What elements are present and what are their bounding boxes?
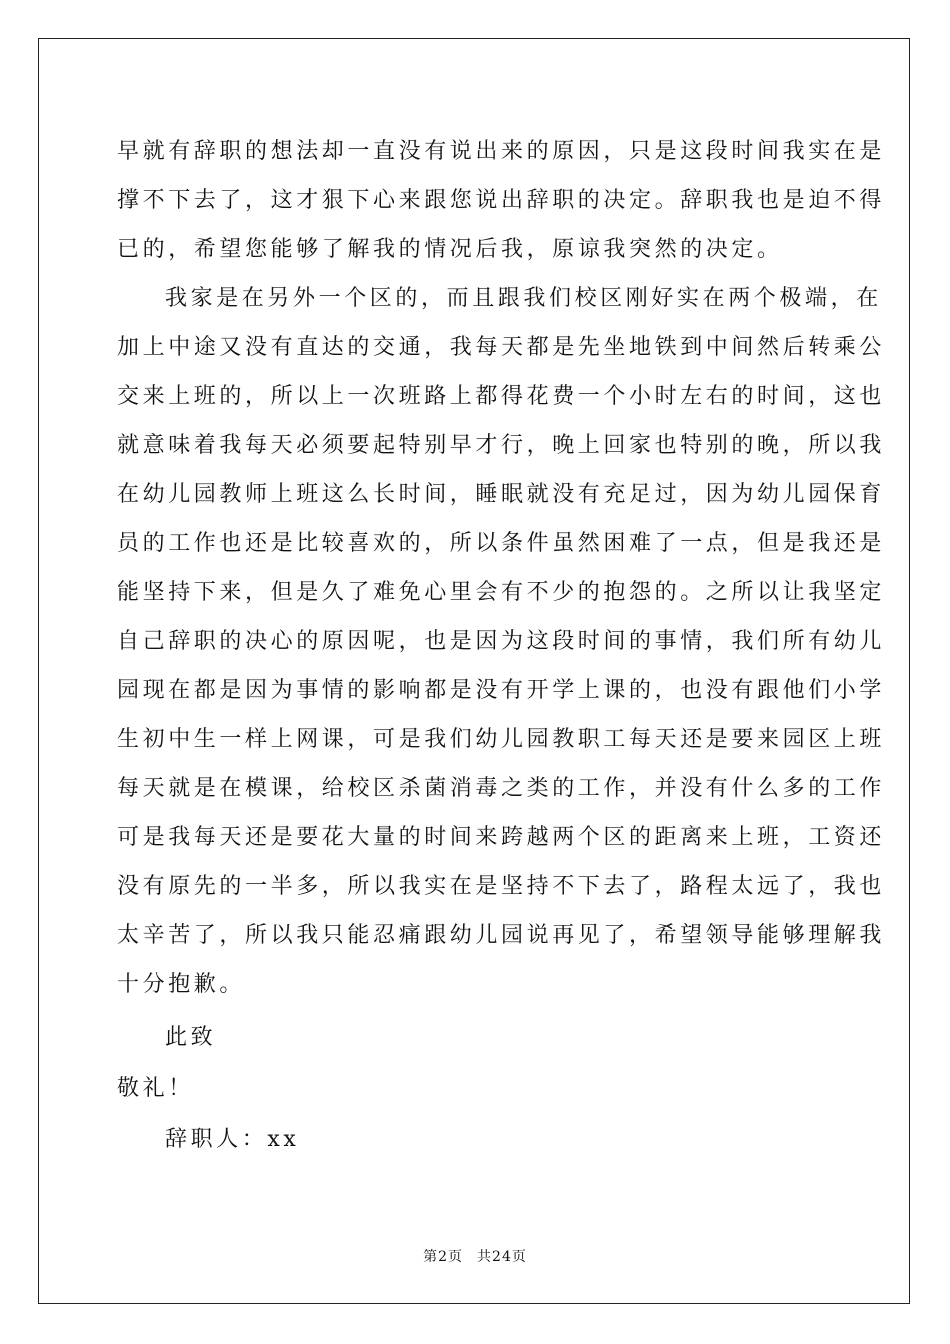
- letter-body: [117, 127, 886, 1164]
- body-line: 交来上班的，所以上一次班路上都得花费一个小时左右的时间，这也: [117, 384, 886, 409]
- page-footer: [0, 1246, 950, 1266]
- body-line: 就意味着我每天必须要起特别早才行，晚上回家也特别的晚，所以我: [117, 433, 886, 458]
- body-line: 早就有辞职的想法却一直没有说出来的原因，只是这段时间我实在是: [117, 139, 886, 164]
- body-line: 员的工作也还是比较喜欢的，所以条件虽然困难了一点，但是我还是: [117, 531, 886, 556]
- body-line: 生初中生一样上网课，可是我们幼儿园教职工每天还是要来园区上班: [117, 727, 886, 752]
- paragraph-start-line: 我家是在另外一个区的，而且跟我们校区刚好实在两个极端，在: [165, 286, 882, 311]
- body-line: 可是我每天还是要花大量的时间来跨越两个区的距离来上班，工资还: [117, 825, 886, 850]
- closing-regards: 敬礼！: [117, 1076, 194, 1101]
- closing-salutation: 此致: [165, 1025, 217, 1050]
- body-line: 园现在都是因为事情的影响都是没有开学上课的，也没有跟他们小学: [117, 678, 886, 703]
- body-line: 没有原先的一半多，所以我实在是坚持不下去了，路程太远了，我也: [117, 874, 886, 899]
- body-line: 加上中途又没有直达的交通，我每天都是先坐地铁到中间然后转乘公: [117, 335, 886, 360]
- body-line: 每天就是在模课，给校区杀菌消毒之类的工作，并没有什么多的工作: [117, 776, 886, 801]
- body-line: 太辛苦了，所以我只能忍痛跟幼儿园说再见了，希望领导能够理解我: [117, 923, 886, 948]
- page-number: 第2页: [423, 1249, 464, 1265]
- body-line: 自己辞职的决心的原因呢，也是因为这段时间的事情，我们所有幼儿: [117, 629, 886, 654]
- body-line: 能坚持下来，但是久了难免心里会有不少的抱怨的。之所以让我坚定: [117, 580, 886, 605]
- body-line: 在幼儿园教师上班这么长时间，睡眠就没有充足过，因为幼儿园保育: [117, 482, 886, 507]
- signature-line: 辞职人：xx: [165, 1127, 300, 1152]
- body-line: 十分抱歉。: [117, 972, 246, 997]
- body-line: 撑不下去了，这才狠下心来跟您说出辞职的决定。辞职我也是迫不得: [117, 188, 886, 213]
- page-total: 共24页: [477, 1249, 527, 1265]
- body-line: 已的，希望您能够了解我的情况后我，原谅我突然的决定。: [117, 237, 783, 262]
